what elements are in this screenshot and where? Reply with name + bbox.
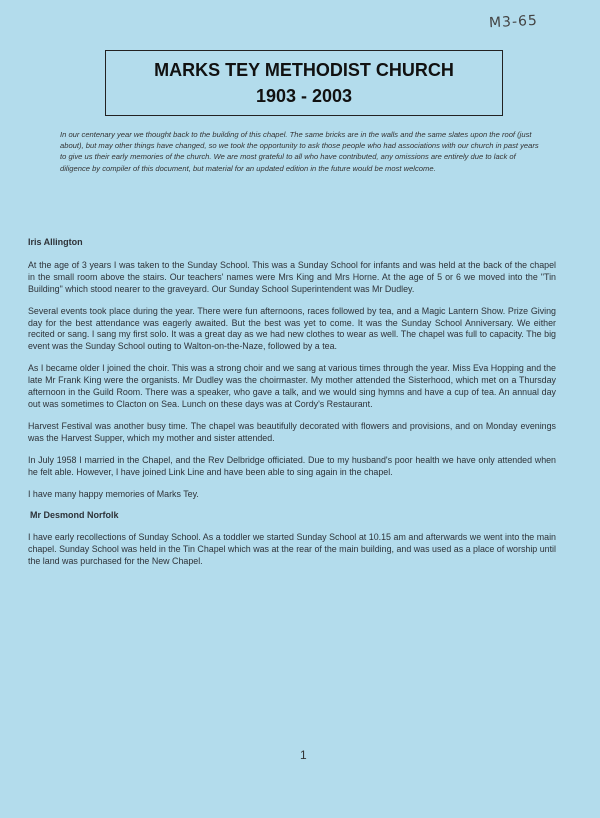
paragraph: I have early recollections of Sunday School. As a toddler we started Sunday School at 10.15 am and afterwards we went into the main chapel. Sunday School was held in the Tin Chapel which was at the rear of the main building, and was used as a place of worship until the land was purchased for the New Chapel.: [28, 532, 556, 567]
title-box: [105, 50, 503, 116]
paragraph: Harvest Festival was another busy time. The chapel was beautifully decorated with flowers and provisions, and on Monday evenings was the Harvest Supper, which my mother and sister attended.: [28, 420, 556, 443]
memories-content: [28, 237, 556, 578]
paragraph: At the age of 3 years I was taken to the Sunday School. This was a Sunday School for infants and was held at the back of the chapel in the small room above the stairs. Our teachers' names were Mrs King and Mrs Horne. At the age of 5 or 6 we moved into the "Tin Building" which stood nearer to the graveyard. Our Sunday School Superintendent was Mr Dudley.: [28, 259, 556, 294]
contributor-name: Mr Desmond Norfolk: [30, 510, 119, 521]
paragraph: In July 1958 I married in the Chapel, and the Rev Delbridge officiated. Due to my husband's poor health we have only attended when he felt able. However, I have joined Link Line and have been able to sing again in the chapel.: [28, 454, 556, 477]
paragraph: As I became older I joined the choir. This was a strong choir and we sang at various times through the year. Miss Eva Hopping and the late Mr Frank King were the organists. Mr Dudley was the choirmaster. My mother attended the Sisterhood, which met on a Thursday afternoon in the Guild Room. There was a speaker, who gave a talk, and we would sing hymns and have a cup of tea. An annual day out was sometimes to Clacton on Sea. Lunch on these days was at Cordy's Restaurant.: [28, 363, 556, 409]
reference-number: M3-65: [488, 12, 539, 32]
paragraph: Several events took place during the year. There were fun afternoons, races followed by tea, and a Magic Lantern Show. Prize Giving day for the best attendance was eagerly awaited. But the best was yet to come. It was the Sunday School Anniversary. We either recited or sang. I sang my first solo. It was a great day as we had new clothes to wear as well. The chapel was full to capacity. The big event was the Sunday School outing to Walton-on-the-Naze, followed by a tea.: [28, 305, 556, 352]
page-title: MARKS TEY METHODIST CHURCH: [154, 60, 454, 80]
page-years: 1903 - 2003: [255, 86, 353, 106]
paragraph: I have many happy memories of Marks Tey.: [28, 488, 199, 499]
intro-paragraph: In our centenary year we thought back to the building of this chapel. The same bricks are in the walls and the same slates upon the roof (just about), but may other things have changed, so we took the opportunity to ask those people who had associations with our church in past years to give us their early memories of the church. We are most grateful to all who have contributed, any omissions are entirely due to lack of diligence by compiler of this document, but material for an updated edition in the future would be most welcome.: [60, 130, 539, 173]
contributor-name: Iris Allington: [28, 237, 83, 247]
page-number: 1: [300, 748, 307, 762]
